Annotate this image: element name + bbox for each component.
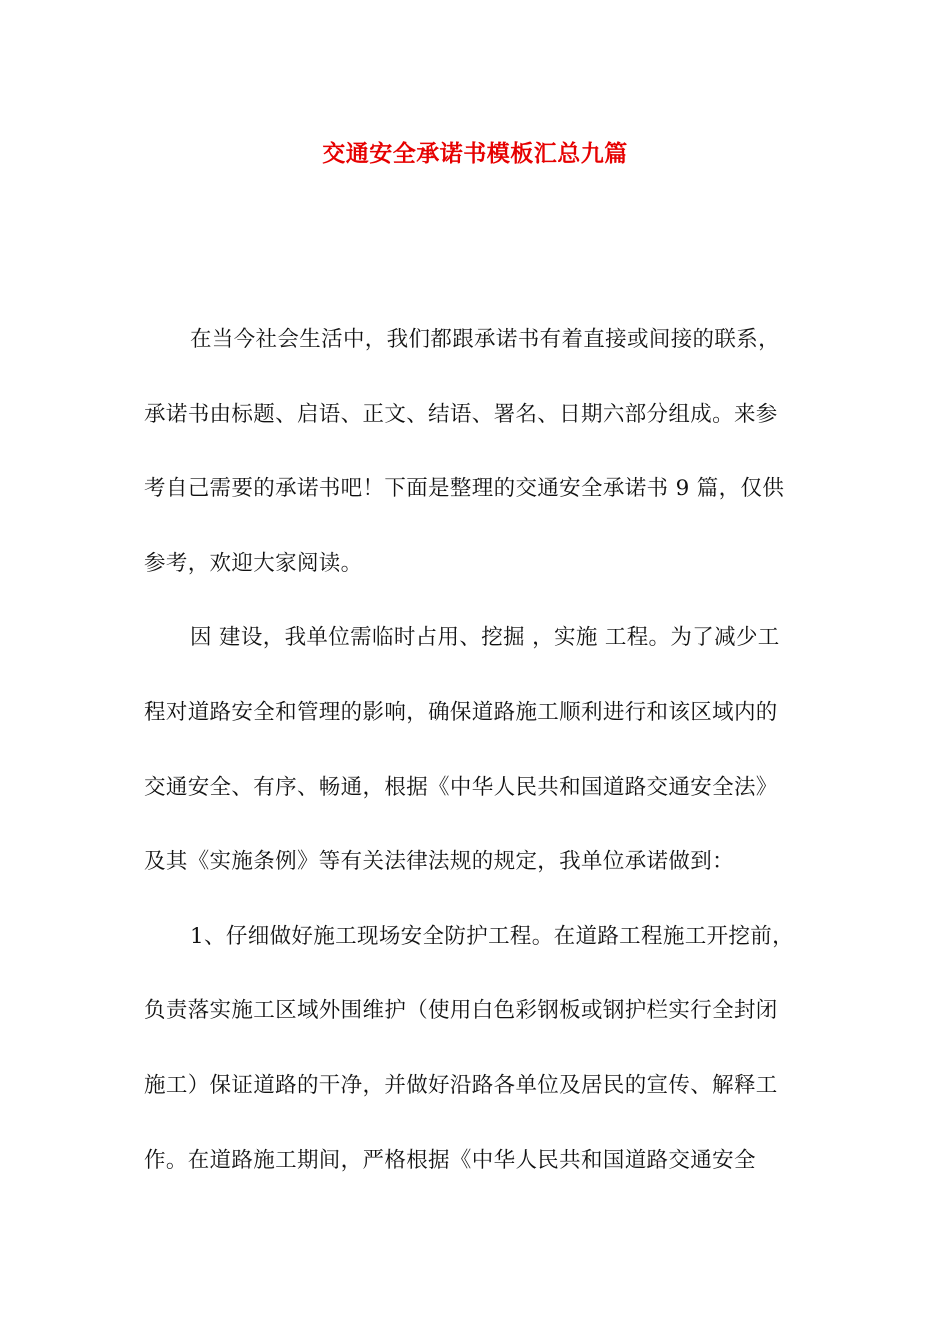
paragraph-line: 交通安全、有序、畅通，根据《中华人民共和国道路交通安全法》: [144, 774, 778, 800]
paragraph-line: 考自己需要的承诺书吧！下面是整理的交通安全承诺书 9 篇，仅供: [144, 476, 785, 502]
paragraph-line: 因 建设，我单位需临时占用、挖掘 ，实施 工程。为了减少工: [190, 625, 780, 651]
document-title: 交通安全承诺书模板汇总九篇: [322, 140, 628, 167]
document-body: [144, 318, 808, 1213]
paragraph-line: 施工）保证道路的干净，并做好沿路各单位及居民的宣传、解释工: [144, 1072, 778, 1098]
paragraph-line: 作。在道路施工期间，严格根据《中华人民共和国道路交通安全: [144, 1147, 756, 1173]
paragraph-line: 及其《实施条例》等有关法律法规的规定，我单位承诺做到：: [144, 849, 734, 875]
paragraph-line: 程对道路安全和管理的影响，确保道路施工顺利进行和该区域内的: [144, 699, 778, 725]
paragraph-line: 承诺书由标题、启语、正文、结语、署名、日期六部分组成。来参: [144, 401, 778, 427]
paragraph-line: 1、仔细做好施工现场安全防护工程。在道路工程施工开挖前，: [190, 923, 794, 949]
paragraph-line: 负责落实施工区域外围维护（使用白色彩钢板或钢护栏实行全封闭: [144, 998, 778, 1024]
paragraph-line: 在当今社会生活中，我们都跟承诺书有着直接或间接的联系，: [190, 327, 780, 352]
paragraph-line: 参考，欢迎大家阅读。: [144, 550, 363, 576]
